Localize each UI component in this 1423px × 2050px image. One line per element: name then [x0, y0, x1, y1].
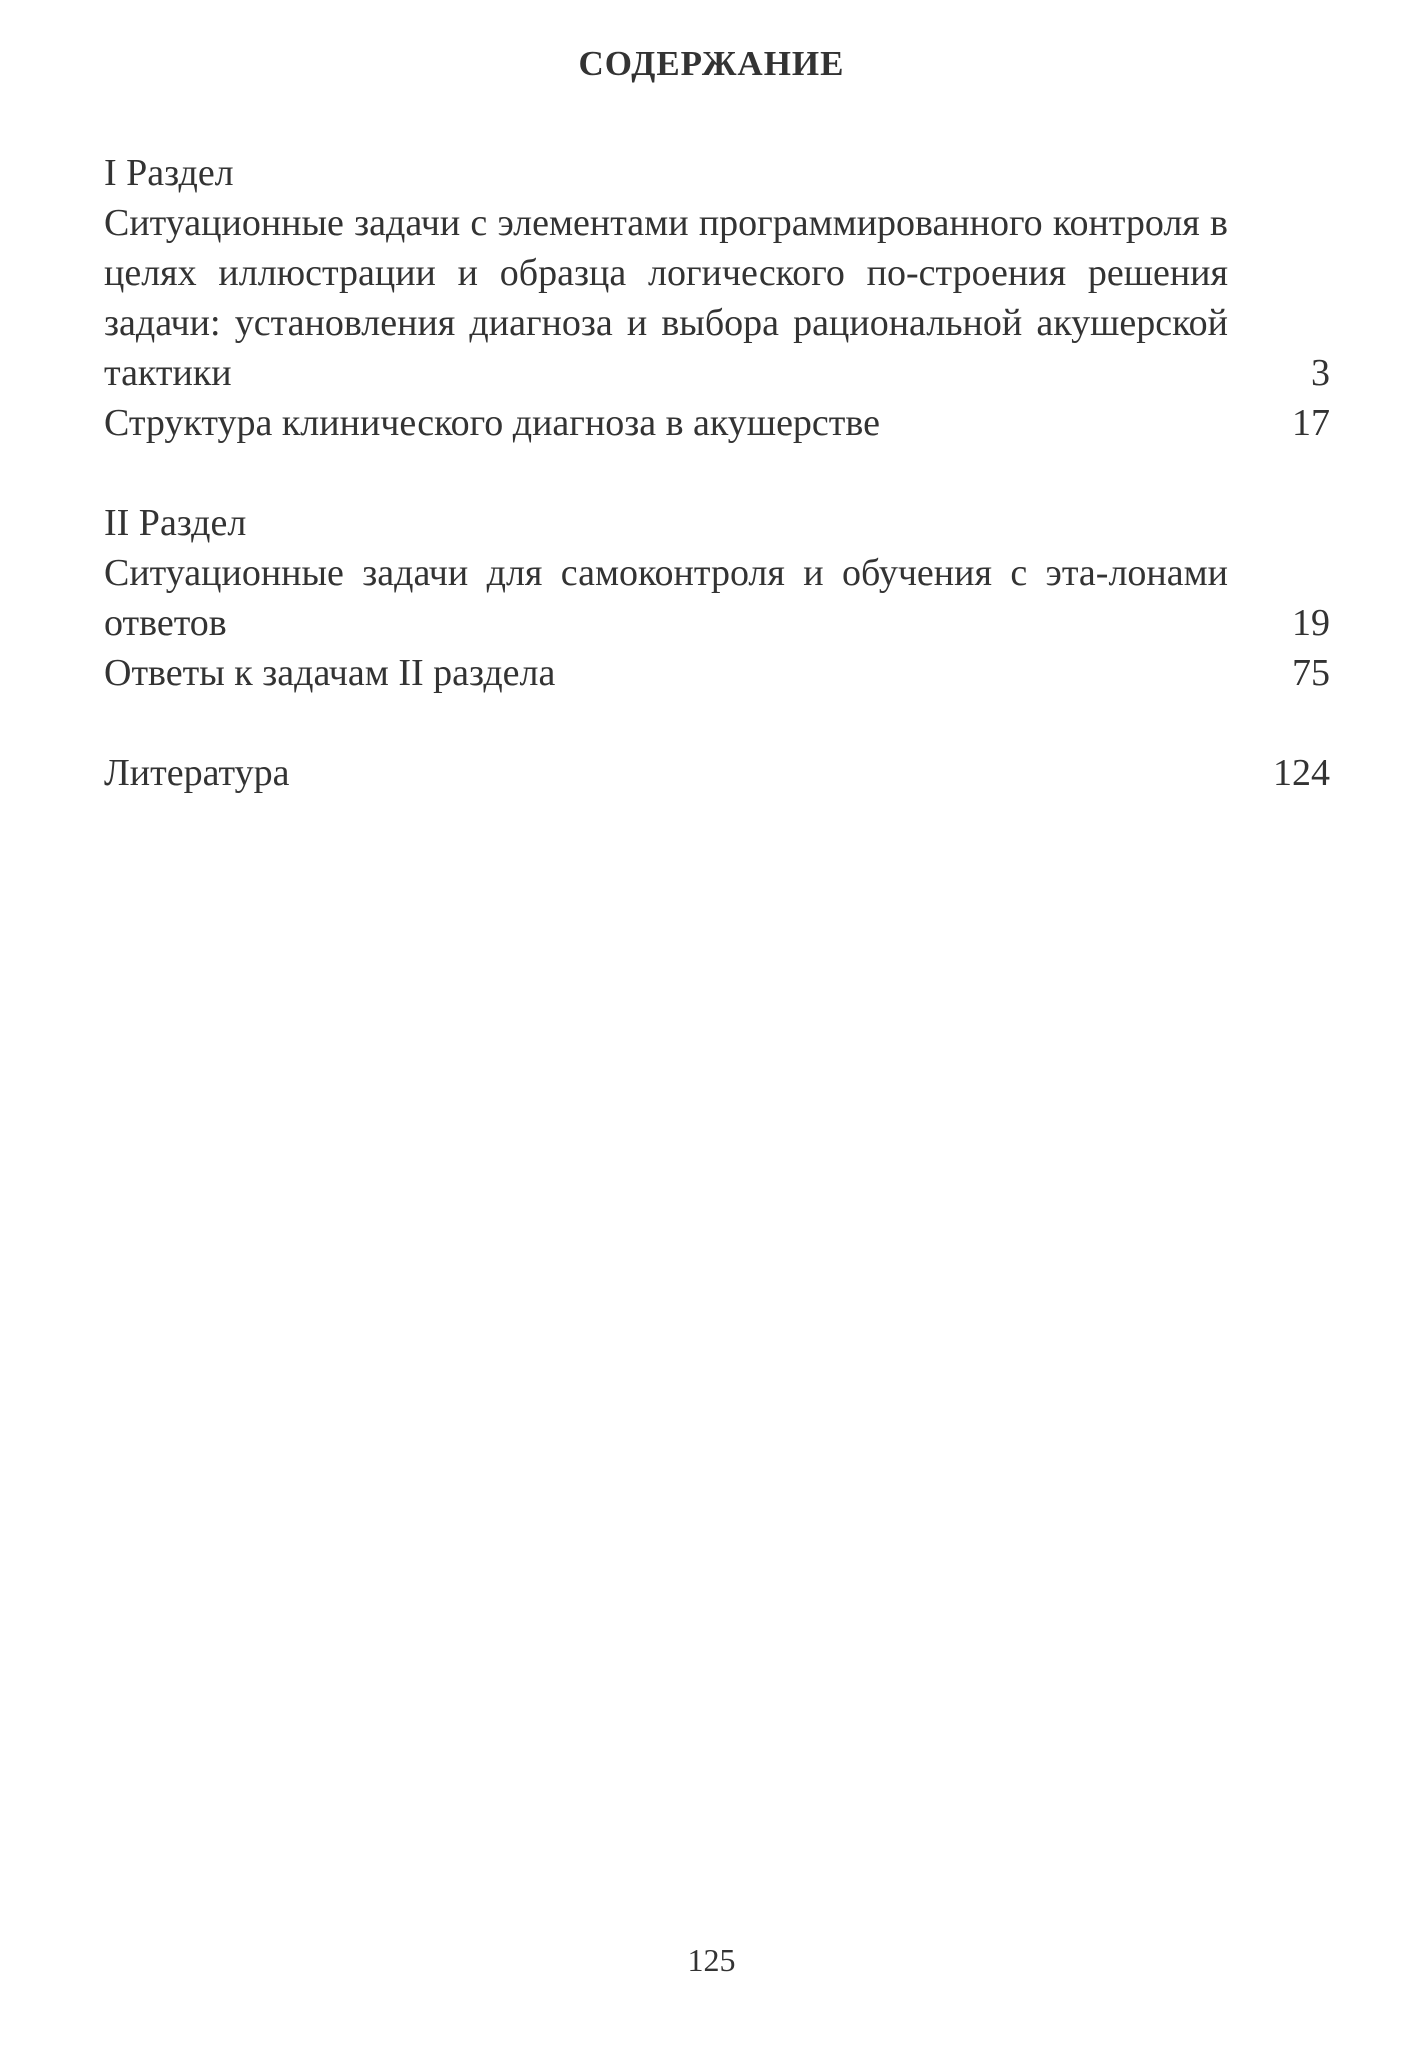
toc-entry[interactable]: [104, 548, 1330, 648]
toc-entry-page: 3: [1311, 352, 1330, 394]
toc-entry-page: 124: [1273, 752, 1330, 794]
toc-entry-title: Литература: [104, 752, 290, 794]
table-of-contents: [104, 148, 1330, 798]
toc-entry-title: Ситуационные задачи с элементами программированного контроля в целях иллюстрации и образца логического по-строения решения задачи: установления диагноза и выбора рациональной акушерской тактики: [104, 202, 1228, 394]
toc-literature: [104, 748, 1330, 798]
toc-entry-page: 17: [1292, 402, 1330, 444]
section-heading: II Раздел: [104, 502, 247, 544]
page-number: 125: [687, 1942, 736, 1978]
page-title: СОДЕРЖАНИЕ: [578, 44, 845, 83]
toc-entry[interactable]: [104, 198, 1330, 398]
toc-entry-page: 75: [1292, 652, 1330, 694]
toc-entry-page: 19: [1292, 602, 1330, 644]
toc-section-2: [104, 498, 1330, 698]
section-heading: I Раздел: [104, 152, 234, 194]
toc-entry[interactable]: [104, 748, 1330, 798]
toc-entry-title: Ответы к задачам II раздела: [104, 652, 556, 694]
toc-entry[interactable]: [104, 398, 1330, 448]
toc-section-1: [104, 148, 1330, 448]
toc-entry[interactable]: [104, 648, 1330, 698]
toc-entry-title: Ситуационные задачи для самоконтроля и обучения с эта-лонами ответов: [104, 552, 1228, 644]
toc-entry-title: Структура клинического диагноза в акушерстве: [104, 402, 880, 444]
